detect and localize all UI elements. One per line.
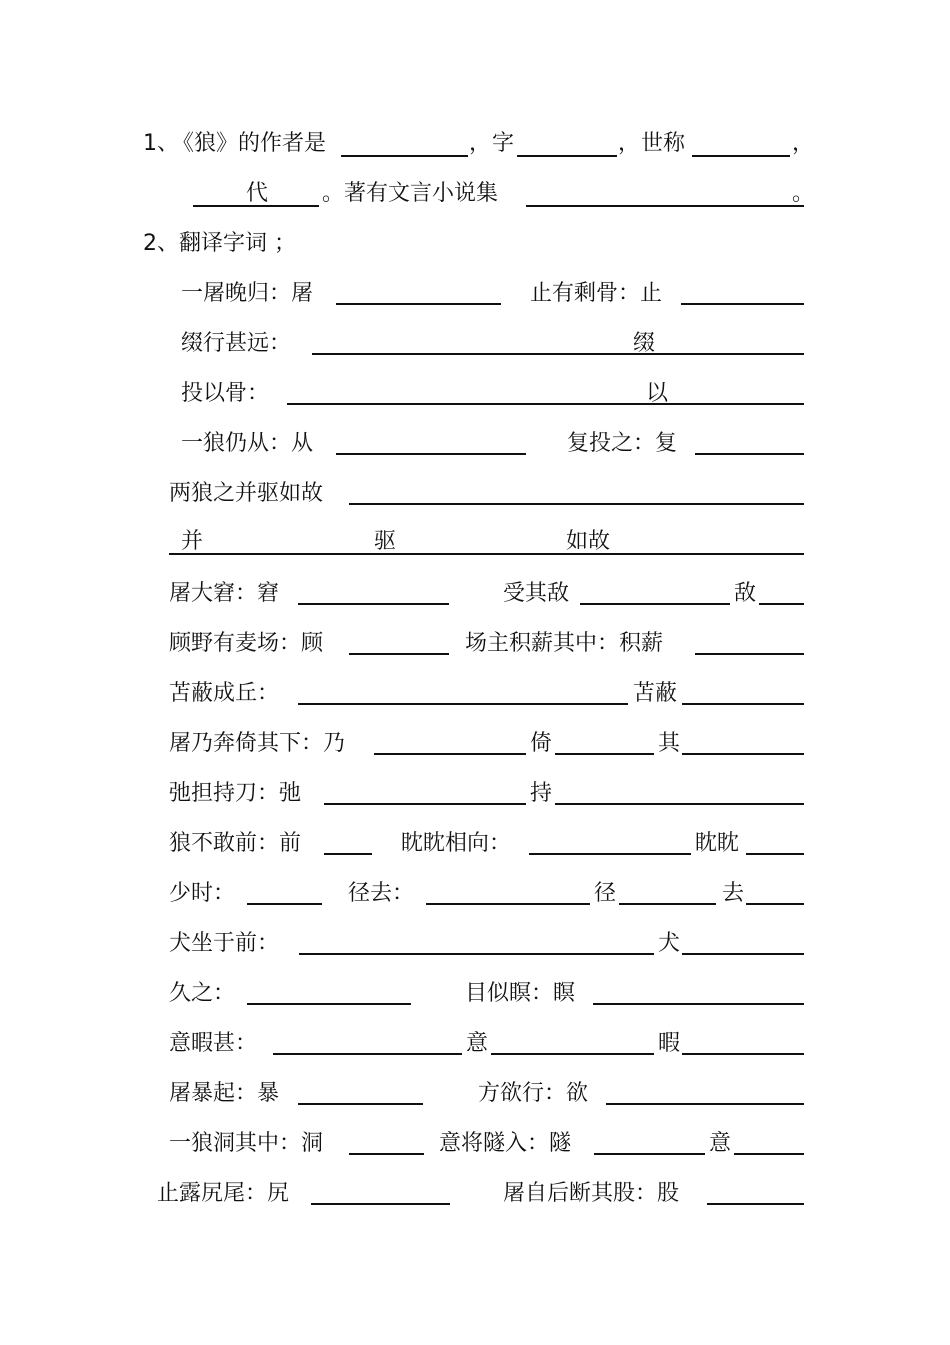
item-word: 如故 [566,529,611,554]
item-word: 并 [181,529,204,554]
item-phrase: 弛担持刀：弛 [169,781,302,806]
item-phrase: 少时： [169,881,236,906]
q1-comma: ， [469,131,492,156]
item-word: 以 [646,381,669,406]
answer-blank[interactable] [298,603,449,605]
answer-blank[interactable] [299,953,654,955]
item-phrase: 眈眈相向： [401,831,512,856]
q1-zhuyou-text: 。著有文言小说集 [322,181,499,206]
answer-blank[interactable] [336,303,501,305]
item-word: 苫蔽 [633,681,678,706]
answer-blank[interactable] [619,903,716,905]
item-phrase: 屠暴起：暴 [169,1081,280,1106]
answer-blank[interactable] [555,803,804,805]
answer-blank[interactable] [349,653,449,655]
item-phrase: 屠自后断其股：股 [503,1181,680,1206]
answer-blank[interactable] [349,503,804,505]
item-phrase: 止露尻尾：尻 [157,1181,290,1206]
q1-end-mark: 。 [792,181,815,206]
item-word: 径 [594,881,617,906]
q1-number: 1、 [143,131,179,156]
item-word: 倚 [530,731,553,756]
item-phrase: 场主积薪其中：积薪 [465,631,664,656]
answer-blank[interactable] [681,303,804,305]
answer-blank[interactable] [273,1053,462,1055]
answer-blank[interactable] [324,803,526,805]
item-phrase: 止有剩骨：止 [530,281,663,306]
item-phrase: 投以骨： [181,381,270,406]
answer-blank[interactable] [374,753,526,755]
answer-blank[interactable] [682,953,804,955]
item-phrase: 苫蔽成丘： [169,681,280,706]
item-word: 意 [466,1031,489,1056]
item-phrase: 一狼洞其中：洞 [169,1131,324,1156]
answer-blank[interactable] [247,1003,411,1005]
item-phrase: 受其敌 [503,581,570,606]
answer-blank[interactable] [746,853,804,855]
q1-comma: ， [792,131,815,156]
shicheng-blank[interactable] [692,155,790,157]
answer-blank[interactable] [682,703,804,705]
item-word: 其 [658,731,681,756]
answer-blank[interactable] [707,1203,804,1205]
item-word: 缀 [633,331,656,356]
answer-blank[interactable] [695,653,804,655]
answer-blank[interactable] [759,603,804,605]
item-phrase: 缀行甚远： [181,331,292,356]
answer-blank[interactable] [734,1153,804,1155]
q2-heading: 2、翻译字词 ； [143,231,296,256]
item-word: 犬 [658,931,681,956]
author-blank[interactable] [341,155,468,157]
answer-blank[interactable] [298,703,628,705]
answer-blank[interactable] [529,853,691,855]
answer-blank[interactable] [555,753,654,755]
item-phrase: 一狼仍从：从 [181,431,314,456]
item-phrase: 犬坐于前： [169,931,280,956]
answer-blank[interactable] [349,1153,424,1155]
answer-blank[interactable] [594,1153,705,1155]
item-word: 驱 [374,529,397,554]
answer-blank[interactable] [298,1103,423,1105]
item-word: 持 [530,781,553,806]
answer-blank[interactable] [682,753,804,755]
answer-blank[interactable] [746,903,804,905]
item-phrase: 意暇甚： [169,1031,258,1056]
item-phrase: 屠乃奔倚其下：乃 [169,731,346,756]
item-phrase: 屠大窘：窘 [169,581,280,606]
answer-blank[interactable] [606,1103,804,1105]
answer-blank[interactable] [593,1003,804,1005]
answer-blank[interactable] [169,553,804,555]
q1-author-prompt: 的作者是 [238,131,327,156]
item-phrase: 方欲行：欲 [478,1081,589,1106]
q1-shicheng-label: 世称 [641,131,686,156]
item-phrase: 目似瞑：瞑 [465,981,576,1006]
answer-blank[interactable] [287,403,804,405]
item-phrase: 径去： [348,881,415,906]
q1-title: 《狼》 [172,131,239,156]
answer-blank[interactable] [247,903,322,905]
item-phrase: 狼不敢前：前 [169,831,302,856]
answer-blank[interactable] [324,853,372,855]
item-word: 意 [709,1131,732,1156]
item-phrase: 顾野有麦场：顾 [169,631,324,656]
answer-blank[interactable] [580,603,730,605]
item-phrase: 复投之：复 [567,431,678,456]
item-word: 眈眈 [695,831,740,856]
answer-blank[interactable] [426,903,590,905]
item-word: 去 [722,881,745,906]
answer-blank[interactable] [491,1053,654,1055]
item-phrase: 久之： [169,981,236,1006]
answer-blank[interactable] [312,353,804,355]
q1-comma: ， [618,131,641,156]
item-word: 敌 [734,581,757,606]
item-phrase: 两狼之并驱如故 [169,481,324,506]
answer-blank[interactable] [682,1053,804,1055]
answer-blank[interactable] [311,1203,450,1205]
item-phrase: 一屠晚归：屠 [181,281,314,306]
collection-blank[interactable] [526,205,804,207]
answer-blank[interactable] [336,453,526,455]
item-phrase: 意将隧入：隧 [439,1131,572,1156]
q1-zi-label: 字 [492,131,515,156]
answer-blank[interactable] [695,453,804,455]
item-word: 暇 [658,1031,681,1056]
zi-blank[interactable] [517,155,617,157]
q1-dai-label: 代 [246,181,269,206]
